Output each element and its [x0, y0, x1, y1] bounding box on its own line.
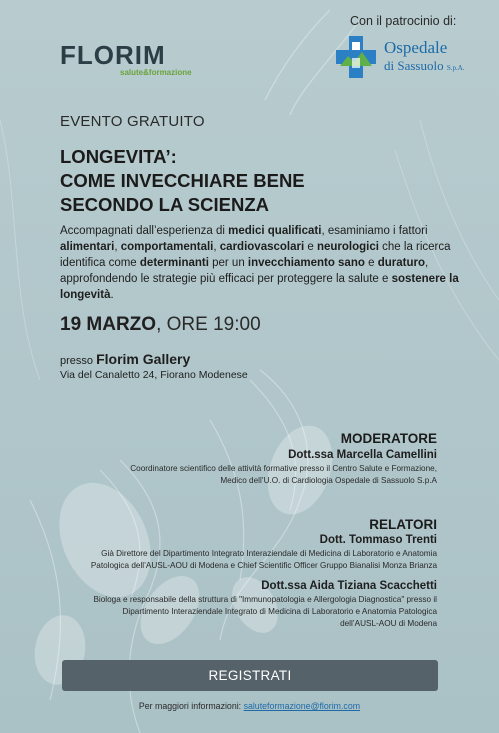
intro-highlight: invecchiamento sano — [247, 257, 365, 269]
intro-highlight: medici qualificati — [228, 225, 322, 237]
moderator-description — [17, 463, 437, 487]
intro-highlight: comportamentali — [120, 241, 214, 253]
intro-highlight: cardiovascolari — [219, 241, 305, 253]
event-title-line-1: LONGEVITA’: — [60, 146, 177, 167]
intro-highlight: sostenere la longevità — [60, 273, 459, 301]
event-title-line-3: SECONDO LA SCIENZA — [60, 194, 269, 215]
venue-prefix: presso — [60, 355, 94, 367]
event-label: EVENTO GRATUITO — [60, 113, 205, 130]
speaker-description-line: Biologa e responsabile della struttura di "Immunopatologia e Allergologia Diagnostica" presso il — [93, 595, 437, 604]
intro-highlight: determinanti — [139, 257, 209, 269]
event-venue — [60, 351, 190, 367]
intro-text: e — [304, 241, 317, 253]
speaker-description-line: Dipartimento Interaziendale Integrato di Medicina di Laboratorio e Anatomia Patologica — [122, 607, 437, 616]
intro-text: , — [213, 241, 220, 253]
event-title-line-2: COME INVECCHIARE BENE — [60, 170, 305, 191]
info-line — [0, 701, 499, 711]
intro-highlight: alimentari — [60, 241, 115, 253]
speaker-description — [17, 548, 437, 572]
speaker-description — [17, 594, 437, 630]
event-date-time: , ORE 19:00 — [156, 314, 261, 335]
intro-text: , approfondendo le strategie più efficaci per proteggere la salute e — [60, 257, 429, 285]
intro-text: Accompagnati dall’esperienza di — [60, 225, 229, 237]
moderator-section — [17, 431, 437, 487]
hospital-city-name: di Sassuolo — [384, 58, 444, 73]
intro-text: . — [110, 289, 114, 301]
florim-logo — [60, 40, 200, 80]
moderator-heading: MODERATORE — [340, 431, 437, 446]
intro-text: e — [364, 257, 378, 269]
speaker-name: Dott.ssa Aida Tiziana Scacchetti — [261, 580, 437, 592]
register-button[interactable]: REGISTRATI — [62, 660, 438, 691]
event-date-day: 19 MARZO — [60, 314, 157, 335]
moderator-name: Dott.ssa Marcella Camellini — [288, 449, 437, 461]
speaker-description-line: Già Direttore del Dipartimento Integrato Interaziendale di Medicina di Laboratorio e Anatomia — [101, 549, 437, 558]
venue-name: Florim Gallery — [96, 351, 191, 367]
event-title — [60, 145, 460, 217]
info-email-link[interactable]: saluteformazione@florim.com — [243, 701, 361, 711]
intro-text: che la ricerca identifica come — [60, 241, 451, 269]
intro-highlight: neurologici — [316, 241, 379, 253]
moderator-description-line: Medico dell’U.O. di Cardiologia Ospedale di Sassuolo S.p.A — [220, 476, 437, 485]
info-prefix: Per maggiori informazioni: — [138, 701, 244, 711]
event-date — [60, 314, 261, 336]
intro-text: , esaminiamo i fattori — [321, 225, 428, 237]
florim-logo-mark: FLORIM — [60, 40, 166, 70]
hospital-logo — [336, 34, 486, 82]
event-intro — [60, 223, 460, 303]
hospital-name: Ospedale — [384, 38, 448, 57]
venue-address: Via del Canaletto 24, Fiorano Modenese — [60, 369, 248, 381]
intro-highlight: duraturo — [377, 257, 425, 269]
hospital-suffix: S.p.A. — [446, 64, 465, 72]
florim-logo-subtitle: salute&formazione — [120, 68, 192, 77]
speakers-section — [17, 517, 437, 630]
speaker-description-line: dell’AUSL-AOU di Modena — [340, 619, 437, 628]
hospital-cross-icon — [336, 36, 376, 78]
speakers-heading: RELATORI — [369, 517, 437, 532]
hospital-city — [384, 58, 465, 74]
speaker-description-line: Patologica dell’AUSL-AOU di Modena e Chief Scientific Officer Gruppo Bianalisi Monza Brianza — [90, 561, 437, 570]
sponsor-label: Con il patrocinio di: — [350, 14, 457, 28]
moderator-description-line: Coordinatore scientifico delle attività formative presso il Centro Salute e Formazione, — [130, 464, 437, 473]
intro-text: per un — [208, 257, 248, 269]
speaker-name: Dott. Tommaso Trenti — [319, 534, 437, 546]
intro-text: , — [114, 241, 121, 253]
